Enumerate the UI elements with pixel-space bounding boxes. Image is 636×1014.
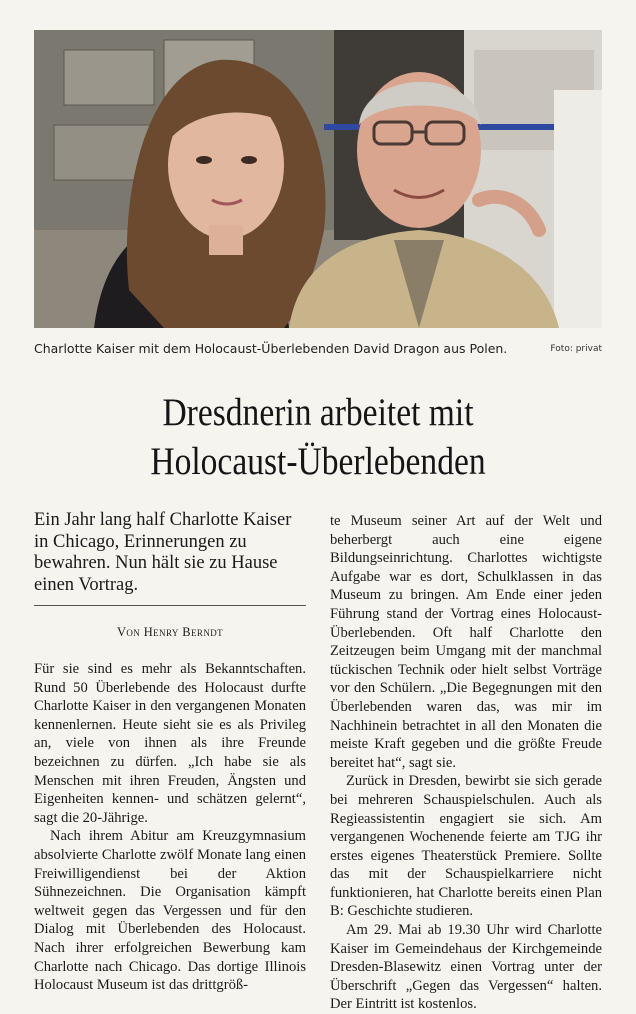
article-column-right	[330, 512, 602, 1014]
photo-illustration	[34, 30, 602, 328]
body-paragraph: Am 29. Mai ab 19.30 Uhr wird Charlotte Kaiser im Gemeindehaus der Kirchgemeinde Dresden-Blasewitz einen Vortrag unter der Überschrift „Gegen das Vergessen“ halten. Der Eintritt ist kostenlos.	[330, 922, 602, 1013]
article-photo	[34, 30, 602, 328]
body-paragraph: Zurück in Dresden, bewirbt sie sich gerade bei mehreren Schauspielschulen. Auch als Regieassistentin engagiert sie sich. Am vergangenen Wochenende feierte am TJG ihr erstes eigenes Theaterstück Premiere. Sollte das mit der Schauspielkarriere nicht funktionieren, hat Charlotte bereits einen Plan B: Geschichte studieren.	[330, 773, 602, 920]
article-teaser: Ein Jahr lang half Charlotte Kaiser in Chicago, Erinnerungen zu bewahren. Nun hält sie zu Hause einen Vortrag.	[34, 510, 292, 595]
article-column-left	[34, 660, 306, 995]
teaser-divider	[34, 605, 306, 606]
body-paragraph: te Museum seiner Art auf der Welt und beherbergt auch eine eigene Bildungseinrichtung. Charlottes wichtigste Aufgabe war es dort, Schulklassen in das Museum zu bringen. Am Ende einer jeden Führung stand der Vortrag eines Holocaust-Überlebenden. Oft half Charlotte den Zeitzeugen beim Umgang mit der manchmal tückischen Technik oder hielt selbst Vorträge vor den Schülern. „Die Begegnungen mit den Überlebenden waren das, was mir im Nachhinein betrachtet in all den Monaten die meiste Kraft gegeben und die größte Freude bereitet hat“, sagt sie.	[330, 513, 602, 771]
headline-line-1: Dresdnerin arbeitet mit	[162, 391, 474, 434]
body-paragraph: Nach ihrem Abitur am Kreuzgymnasium absolvierte Charlotte zwölf Monate lang einen Freiwilligendienst bei der Aktion Sühnezeichnen. Die Organisation kämpft weltweit gegen das Vergessen und für den Dialog mit Überlebenden des Holocaust. Nach ihrer erfolgreichen Bewerbung kam Charlotte nach Chicago. Das dortige Illinois Holocaust Museum ist das drittgröß-	[34, 828, 306, 994]
photo-credit: Foto: privat	[550, 344, 602, 354]
body-paragraph: Für sie sind es mehr als Bekanntschaften. Rund 50 Überlebende des Holocaust durfte Charlotte Kaiser in den vergangenen Monaten kennenlernen. Heute sieht sie es als Privileg an, viele von ihnen als ihre Freunde bezeichnen zu dürfen. „Ich habe sie als Menschen mit ihren Freuden, Ängsten und Eigenheiten kennen- und schätzen gelernt“, sagt die 20-Jährige.	[34, 661, 306, 826]
headline-line-2: Holocaust-Überlebenden	[150, 440, 486, 483]
article-headline	[74, 388, 562, 486]
author-byline: Von Henry Berndt	[116, 625, 224, 639]
photo-caption: Charlotte Kaiser mit dem Holocaust-Überlebenden David Dragon aus Polen.	[34, 341, 508, 356]
